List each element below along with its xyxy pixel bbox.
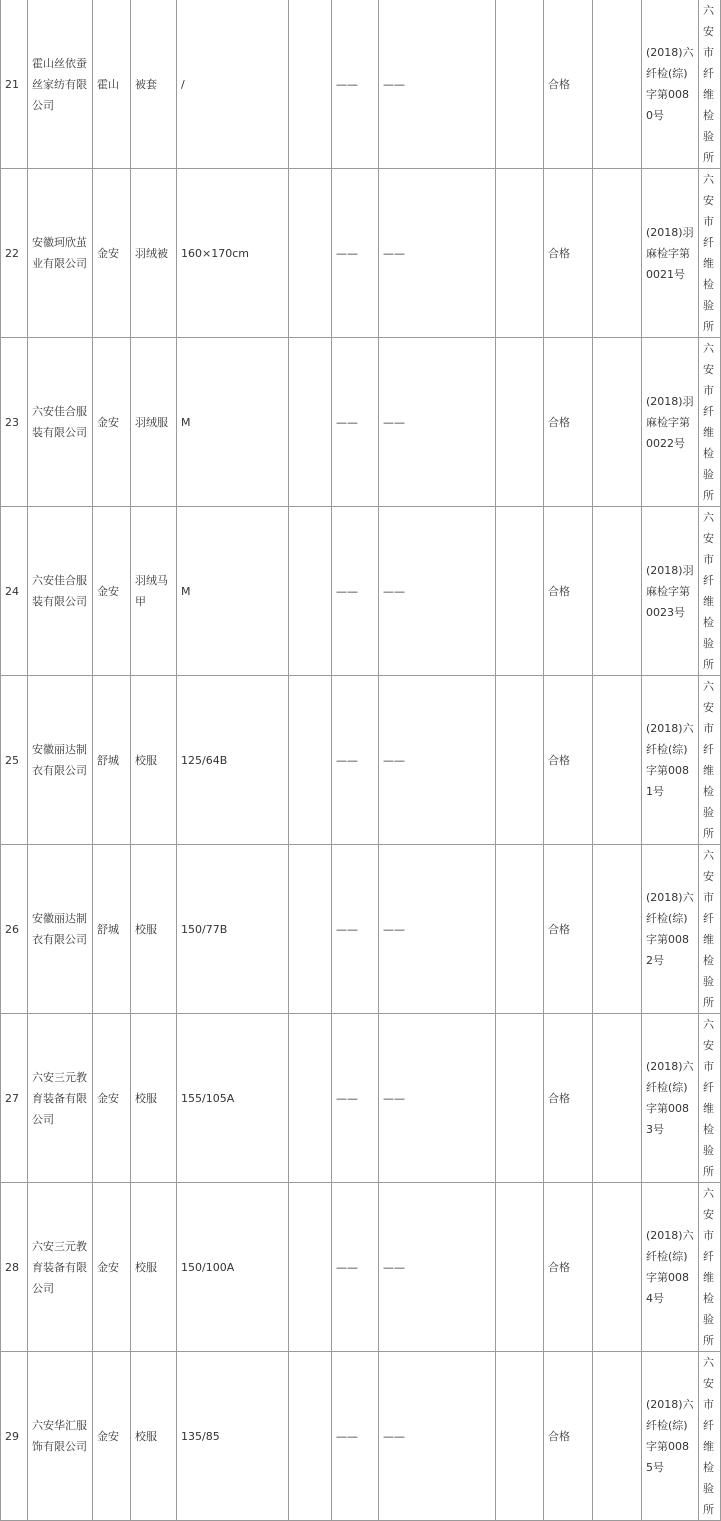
- placeholder-dash-cell: ——: [332, 1014, 379, 1183]
- empty-cell: [593, 338, 642, 507]
- enterprise-name-cell: 安徽丽达制衣有限公司: [28, 676, 93, 845]
- placeholder-dash-cell: ——: [379, 1183, 496, 1352]
- empty-cell: [289, 676, 332, 845]
- empty-cell: [593, 1014, 642, 1183]
- enterprise-name-cell: 六安华汇服饰有限公司: [28, 1352, 93, 1521]
- product-name-cell: 校服: [131, 1183, 177, 1352]
- empty-cell: [496, 676, 544, 845]
- empty-cell: [593, 1352, 642, 1521]
- empty-cell: [593, 507, 642, 676]
- region-cell: 金安: [93, 169, 131, 338]
- placeholder-dash-cell: ——: [332, 845, 379, 1014]
- row-number-cell: 28: [1, 1183, 28, 1352]
- table-row: [1, 1014, 721, 1183]
- table-row: [1, 338, 721, 507]
- region-cell: 金安: [93, 1014, 131, 1183]
- inspection-org-cell: 六安市纤维检验所: [699, 1183, 721, 1352]
- empty-cell: [289, 338, 332, 507]
- report-number-cell: (2018)羽麻检字第0023号: [642, 507, 699, 676]
- placeholder-dash-cell: ——: [332, 507, 379, 676]
- product-name-cell: 校服: [131, 845, 177, 1014]
- placeholder-dash-cell: ——: [332, 676, 379, 845]
- empty-cell: [593, 1183, 642, 1352]
- region-cell: 霍山: [93, 0, 131, 169]
- inspection-org-cell: 六安市纤维检验所: [699, 845, 721, 1014]
- empty-cell: [496, 1183, 544, 1352]
- table-row: [1, 676, 721, 845]
- empty-cell: [496, 845, 544, 1014]
- report-number-cell: (2018)六纤检(综)字第0080号: [642, 0, 699, 169]
- specification-cell: 160×170cm: [177, 169, 289, 338]
- report-number-cell: (2018)六纤检(综)字第0085号: [642, 1352, 699, 1521]
- report-number-cell: (2018)六纤检(综)字第0083号: [642, 1014, 699, 1183]
- empty-cell: [593, 169, 642, 338]
- inspection-org-cell: 六安市纤维检验所: [699, 1014, 721, 1183]
- inspection-org-cell: 六安市纤维检验所: [699, 0, 721, 169]
- placeholder-dash-cell: ——: [379, 0, 496, 169]
- empty-cell: [496, 507, 544, 676]
- placeholder-dash-cell: ——: [379, 507, 496, 676]
- inspection-org-cell: 六安市纤维检验所: [699, 1352, 721, 1521]
- row-number-cell: 29: [1, 1352, 28, 1521]
- table-body: [1, 0, 721, 1521]
- product-name-cell: 羽绒马甲: [131, 507, 177, 676]
- enterprise-name-cell: 六安佳合服装有限公司: [28, 507, 93, 676]
- inspection-result-cell: 合格: [544, 1014, 593, 1183]
- product-name-cell: 校服: [131, 676, 177, 845]
- specification-cell: /: [177, 0, 289, 169]
- empty-cell: [496, 0, 544, 169]
- report-number-cell: (2018)羽麻检字第0022号: [642, 338, 699, 507]
- placeholder-dash-cell: ——: [379, 169, 496, 338]
- inspection-result-cell: 合格: [544, 507, 593, 676]
- region-cell: 舒城: [93, 845, 131, 1014]
- empty-cell: [496, 1352, 544, 1521]
- specification-cell: M: [177, 507, 289, 676]
- empty-cell: [496, 169, 544, 338]
- empty-cell: [496, 1014, 544, 1183]
- placeholder-dash-cell: ——: [332, 0, 379, 169]
- table-row: [1, 0, 721, 169]
- region-cell: 金安: [93, 507, 131, 676]
- product-name-cell: 羽绒被: [131, 169, 177, 338]
- specification-cell: 150/100A: [177, 1183, 289, 1352]
- placeholder-dash-cell: ——: [332, 169, 379, 338]
- enterprise-name-cell: 六安三元教育装备有限公司: [28, 1183, 93, 1352]
- row-number-cell: 25: [1, 676, 28, 845]
- empty-cell: [289, 1183, 332, 1352]
- table-row: [1, 845, 721, 1014]
- report-number-cell: (2018)六纤检(综)字第0081号: [642, 676, 699, 845]
- row-number-cell: 23: [1, 338, 28, 507]
- inspection-result-cell: 合格: [544, 676, 593, 845]
- row-number-cell: 22: [1, 169, 28, 338]
- empty-cell: [593, 676, 642, 845]
- specification-cell: 150/77B: [177, 845, 289, 1014]
- product-name-cell: 校服: [131, 1352, 177, 1521]
- placeholder-dash-cell: ——: [332, 1183, 379, 1352]
- empty-cell: [289, 1352, 332, 1521]
- table-row: [1, 507, 721, 676]
- placeholder-dash-cell: ——: [332, 1352, 379, 1521]
- region-cell: 舒城: [93, 676, 131, 845]
- table-row: [1, 1352, 721, 1521]
- row-number-cell: 26: [1, 845, 28, 1014]
- inspection-result-cell: 合格: [544, 0, 593, 169]
- inspection-result-cell: 合格: [544, 1183, 593, 1352]
- specification-cell: 135/85: [177, 1352, 289, 1521]
- empty-cell: [289, 507, 332, 676]
- placeholder-dash-cell: ——: [379, 1352, 496, 1521]
- empty-cell: [593, 0, 642, 169]
- inspection-org-cell: 六安市纤维检验所: [699, 676, 721, 845]
- specification-cell: 125/64B: [177, 676, 289, 845]
- product-name-cell: 校服: [131, 1014, 177, 1183]
- specification-cell: 155/105A: [177, 1014, 289, 1183]
- placeholder-dash-cell: ——: [332, 338, 379, 507]
- region-cell: 金安: [93, 338, 131, 507]
- product-name-cell: 羽绒服: [131, 338, 177, 507]
- region-cell: 金安: [93, 1352, 131, 1521]
- inspection-result-cell: 合格: [544, 338, 593, 507]
- specification-cell: M: [177, 338, 289, 507]
- empty-cell: [496, 338, 544, 507]
- inspection-result-cell: 合格: [544, 1352, 593, 1521]
- enterprise-name-cell: 六安三元教育装备有限公司: [28, 1014, 93, 1183]
- placeholder-dash-cell: ——: [379, 338, 496, 507]
- inspection-result-cell: 合格: [544, 845, 593, 1014]
- inspection-org-cell: 六安市纤维检验所: [699, 507, 721, 676]
- enterprise-name-cell: 霍山丝依蚕丝家纺有限公司: [28, 0, 93, 169]
- placeholder-dash-cell: ——: [379, 1014, 496, 1183]
- empty-cell: [289, 169, 332, 338]
- empty-cell: [289, 0, 332, 169]
- placeholder-dash-cell: ——: [379, 845, 496, 1014]
- table-row: [1, 169, 721, 338]
- enterprise-name-cell: 安徽丽达制衣有限公司: [28, 845, 93, 1014]
- row-number-cell: 27: [1, 1014, 28, 1183]
- table-row: [1, 1183, 721, 1352]
- inspection-org-cell: 六安市纤维检验所: [699, 169, 721, 338]
- empty-cell: [289, 1014, 332, 1183]
- report-number-cell: (2018)羽麻检字第0021号: [642, 169, 699, 338]
- report-number-cell: (2018)六纤检(综)字第0084号: [642, 1183, 699, 1352]
- inspection-result-cell: 合格: [544, 169, 593, 338]
- empty-cell: [289, 845, 332, 1014]
- row-number-cell: 21: [1, 0, 28, 169]
- enterprise-name-cell: 六安佳合服装有限公司: [28, 338, 93, 507]
- region-cell: 金安: [93, 1183, 131, 1352]
- product-name-cell: 被套: [131, 0, 177, 169]
- placeholder-dash-cell: ——: [379, 676, 496, 845]
- empty-cell: [593, 845, 642, 1014]
- enterprise-name-cell: 安徽珂欣茧业有限公司: [28, 169, 93, 338]
- row-number-cell: 24: [1, 507, 28, 676]
- report-number-cell: (2018)六纤检(综)字第0082号: [642, 845, 699, 1014]
- inspection-org-cell: 六安市纤维检验所: [699, 338, 721, 507]
